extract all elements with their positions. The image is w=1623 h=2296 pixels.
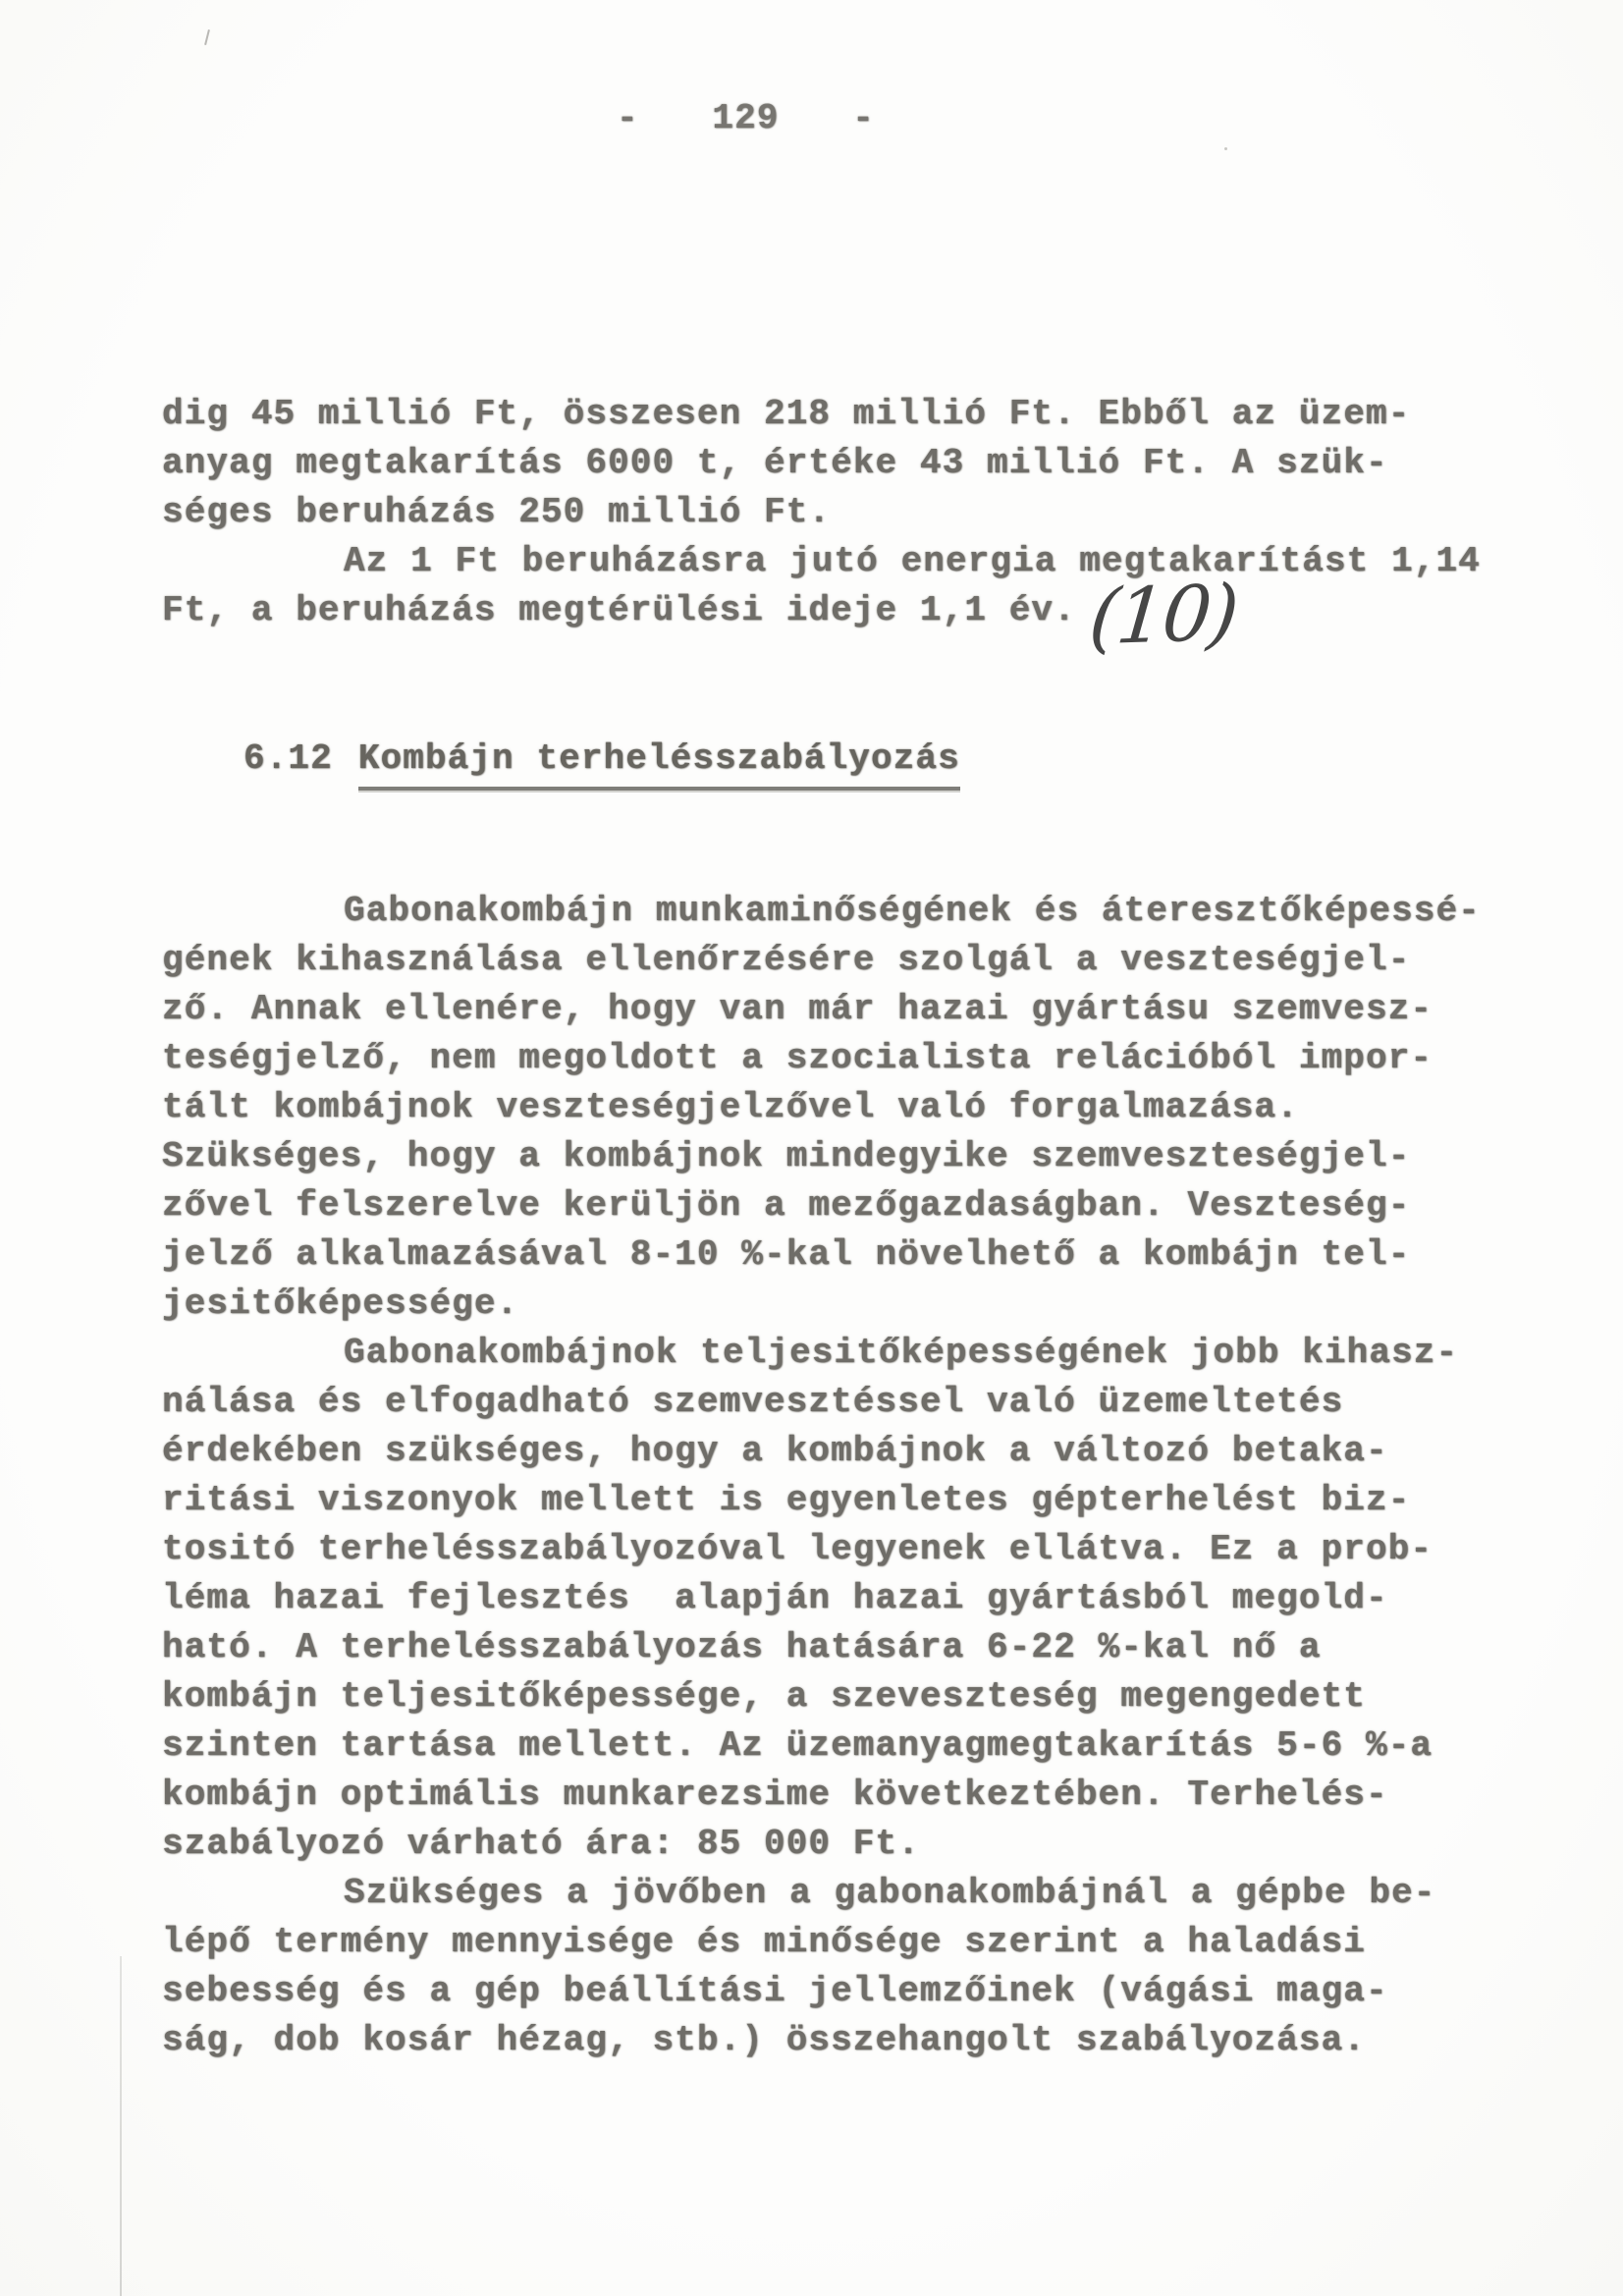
text-line: Gabonakombájn munkaminőségének és áteresztőképessé- [344,891,1481,931]
handwritten-citation: (10) [1085,569,1240,663]
text-line: érdekében szükséges, hogy a kombájnok a változó betaka- [162,1431,1388,1471]
text-line: Szükséges, hogy a kombájnok mindegyike szemveszteségjel- [162,1136,1411,1176]
text-line: ható. A terhelésszabályozás hatására 6-22 %-kal nő a [162,1627,1322,1667]
text-line: szinten tartása mellett. Az üzemanyagmegtakarítás 5-6 %-a [162,1725,1434,1766]
text-line: léma hazai fejlesztés alapján hazai gyártásból megold- [162,1578,1388,1618]
text-line [162,569,1468,663]
text-line: jesitőképessége. [162,1284,519,1324]
text-line: ritási viszonyok mellett is egyenletes gépterhelést biz- [162,1480,1411,1520]
text-line: teségjelző, nem megoldott a szocialista relációból impor- [162,1038,1434,1078]
text-line: dig 45 millió Ft, összesen 218 millió Ft. Ebből az üzem- [162,394,1411,434]
text-line: anyag megtakarítás 6000 t, értéke 43 millió Ft. A szük- [162,443,1388,483]
text-line: zővel felszerelve kerüljön a mezőgazdaságban. Veszteség- [162,1185,1411,1226]
section-number: 6.12 [243,738,333,779]
text-line: kombájn optimális munkarezsime következtében. Terhelés- [162,1775,1388,1815]
text-line: tált kombájnok veszteségjelzővel való forgalmazása. [162,1087,1299,1127]
text-line: nálása és elfogadható szemvesztéssel való üzemeltetés [162,1382,1344,1422]
text-line: jelző alkalmazásával 8-10 %-kal növelhető a kombájn tel- [162,1234,1411,1275]
section-title: Kombájn terhelésszabályozás [358,735,960,791]
text-line: Gabonakombájnok teljesitőképességének jobb kihasz- [344,1333,1459,1373]
section-heading [162,735,960,791]
text-line: kombájn teljesitőképessége, a szeveszteség megengedett [162,1676,1366,1717]
text-line: lépő termény mennyisége és minősége szerint a haladási [162,1922,1366,1962]
text-line: Az 1 Ft beruházásra jutó energia megtakarítást 1,14 [344,541,1481,581]
text-line: ző. Annak ellenére, hogy van már hazai gyártásu szemvesz- [162,989,1434,1029]
text-line-fragment: Ft, a beruházás megtérülési ideje 1,1 év. [162,590,1076,630]
text-line: séges beruházás 250 millió Ft. [162,492,832,532]
scan-speck-slash [204,29,210,45]
text-line: szabályozó várható ára: 85 000 Ft. [162,1824,920,1864]
text-line: gének kihasználása ellenőrzésére szolgál a veszteségjel- [162,940,1411,980]
text-line: tositó terhelésszabályozóval legyenek ellátva. Ez a prob- [162,1529,1434,1569]
text-line: ság, dob kosár hézag, stb.) összehangolt szabályozása. [162,2020,1366,2060]
text-line: sebesség és a gép beállítási jellemzőinek (vágási maga- [162,1971,1388,2011]
scan-speck-dot [1224,147,1227,150]
body-paragraphs [162,887,1481,2065]
page-number: - 129 - [617,98,875,138]
text-line: Szükséges a jövőben a gabonakombájnál a gépbe be- [344,1873,1436,1913]
intro-paragraph [162,390,1481,663]
scan-edge-artifact [120,1956,122,2296]
